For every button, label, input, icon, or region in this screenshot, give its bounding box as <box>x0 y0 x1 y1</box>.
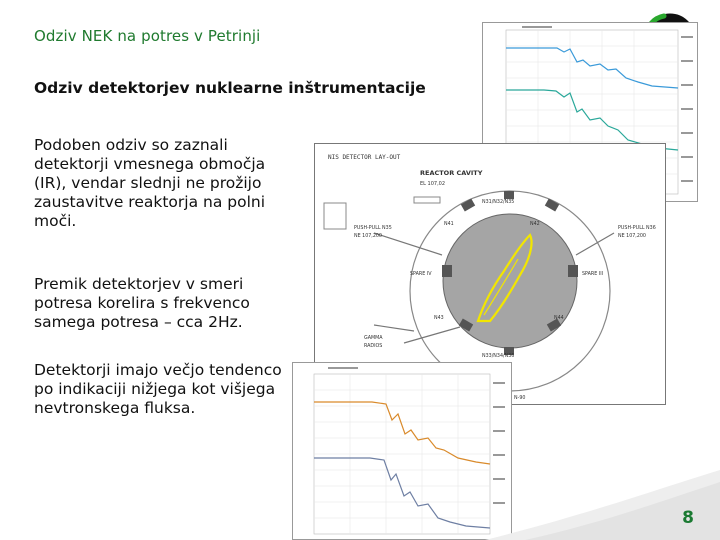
svg-text:NE 107,200: NE 107,200 <box>618 234 646 239</box>
svg-text:N44: N44 <box>554 316 564 321</box>
diagram-header: NIS DETECTOR LAY-OUT <box>328 154 401 161</box>
svg-text:N-90: N-90 <box>514 396 526 401</box>
svg-text:PUSH-PULL N36: PUSH-PULL N36 <box>618 226 656 231</box>
diagram-cavity-label: REACTOR CAVITY <box>420 169 483 177</box>
svg-text:SPARE IV: SPARE IV <box>410 272 432 277</box>
svg-text:N43: N43 <box>434 316 444 321</box>
svg-text:N31/N32/N35: N31/N32/N35 <box>482 200 515 205</box>
slide-title: Odziv NEK na potres v Petrinji <box>34 27 261 45</box>
paragraph-ir-detectors: Podoben odziv so zaznali detektorji vmesnega območja (IR), vendar slednji ne prožijo zaustavitve reaktorja na polni moči. <box>34 136 266 230</box>
svg-text:GAMMA: GAMMA <box>364 336 383 341</box>
slide-subtitle: Odziv detektorjev nuklearne inštrumentacije <box>34 79 426 97</box>
svg-text:SPARE III: SPARE III <box>582 272 604 277</box>
svg-text:N42: N42 <box>530 222 540 227</box>
svg-text:PUSH-PULL N35: PUSH-PULL N35 <box>354 226 392 231</box>
diagram-cavity-sub: EL 107,02 <box>420 181 446 187</box>
svg-text:RADIOS: RADIOS <box>364 344 383 349</box>
paragraph-frequency: Premik detektorjev v smeri potresa korelira s frekvenco samega potresa – cca 2Hz. <box>34 275 250 331</box>
svg-text:NE 107,200: NE 107,200 <box>354 234 382 239</box>
page-number: 8 <box>682 508 694 528</box>
paragraph-tendency: Detektorji imajo večjo tendenco po indikaciji nižjega kot višjega nevtronskega fluksa. <box>34 361 282 417</box>
svg-text:N33/N34/N36: N33/N34/N36 <box>482 354 515 359</box>
trend-chart-bottom <box>292 362 512 540</box>
svg-text:N41: N41 <box>444 222 454 227</box>
corner-decoration <box>485 470 720 540</box>
